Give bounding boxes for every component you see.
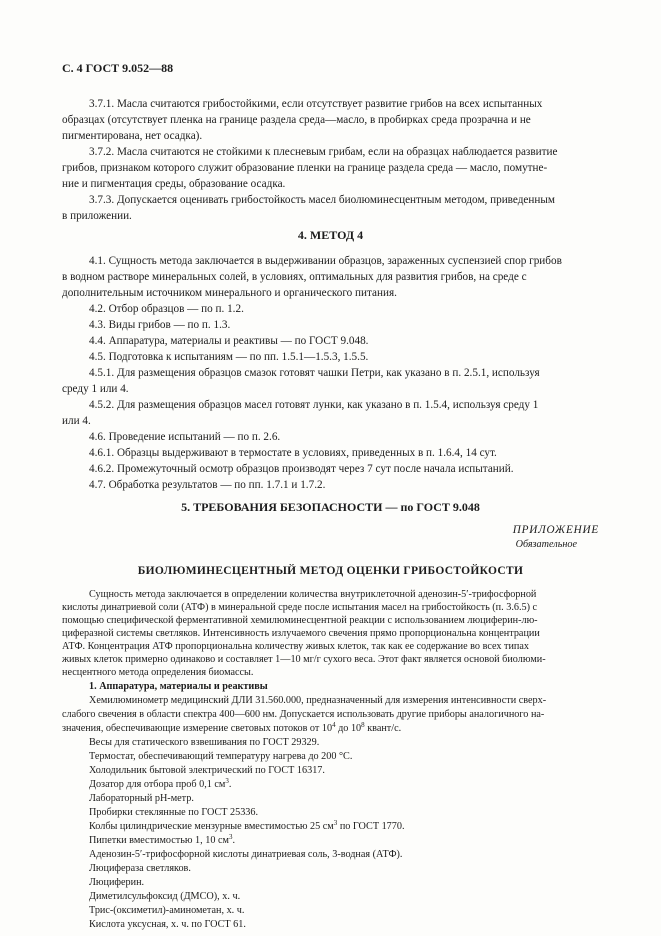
equipment-item: Холодильник бытовой электрический по ГОСТ 16317. bbox=[89, 765, 325, 776]
paragraph-line: 4.3. Виды грибов — по п. 1.3. bbox=[89, 319, 231, 331]
appendix-label: ПРИЛОЖЕНИЕ bbox=[512, 524, 599, 536]
paragraph-line: среду 1 или 4. bbox=[62, 383, 129, 395]
equipment-item: Пробирки стеклянные по ГОСТ 25336. bbox=[89, 807, 259, 818]
section-heading-safety: 5. ТРЕБОВАНИЯ БЕЗОПАСНОСТИ — по ГОСТ 9.048 bbox=[181, 500, 480, 514]
paragraph-line: или 4. bbox=[62, 415, 91, 427]
intro-line: АТФ. Концентрация АТФ пропорциональна количеству живых клеток, так как ее содержание во всех типах bbox=[62, 641, 529, 652]
paragraph-line: в приложении. bbox=[62, 210, 132, 222]
appendix-status: Обязательное bbox=[515, 539, 577, 550]
equipment-item: Диметилсульфоксид (ДМСО), х. ч. bbox=[89, 891, 241, 902]
equipment-item: Аденозин-5′-трифосфорной кислоты динатриевая соль, 3-водная (АТФ). bbox=[89, 849, 403, 860]
paragraph-line: 4.5.1. Для размещения образцов смазок готовят чашки Петри, как указано в п. 2.5.1, используя bbox=[89, 367, 540, 379]
equipment-item: Термостат, обеспечивающий температуру нагрева до 200 °С. bbox=[89, 751, 353, 762]
equipment-range-line: значения, обеспечивающие измерение световых потоков от $10^4$ до $10^8$ квант/с. bbox=[62, 721, 402, 734]
paragraph-line: образцах (отсутствует пленка на границе раздела среда—масло, в пробирках среда прозрачна и не bbox=[62, 114, 531, 126]
equipment-line: слабого свечения в области спектра 400—600 нм. Допускается использовать другие приборы аналогичного на- bbox=[62, 709, 545, 720]
intro-line: живых клеток примерно одинаково и составляет 1—10 мг/г сухого веса. Этот факт является основой биолюми- bbox=[62, 654, 546, 665]
equipment-item: Трис-(оксиметил)-аминометан, х. ч. bbox=[89, 905, 245, 916]
section-heading-method-4: 4. МЕТОД 4 bbox=[297, 228, 364, 242]
equipment-item: Люциферин. bbox=[89, 877, 145, 888]
intro-line: несцентного метода определения биомассы. bbox=[62, 667, 254, 678]
paragraph-line: 3.7.2. Масла считаются не стойкими к плесневым грибам, если на образцах наблюдается развитие bbox=[89, 146, 558, 158]
page-header: С. 4 ГОСТ 9.052—88 bbox=[62, 61, 174, 75]
paragraph-line: грибов, признаком которого служит образование пленки на границе раздела среда — масло, помутне- bbox=[62, 162, 548, 174]
paragraph-line: 4.6. Проведение испытаний — по п. 2.6. bbox=[89, 431, 281, 443]
paragraph-line: 3.7.3. Допускается оценивать грибостойкость масел биолюминесцентным методом, приведенным bbox=[89, 194, 555, 206]
paragraph-line: 4.5.2. Для размещения образцов масел готовят лунки, как указано в п. 1.5.4, используя среду 1 bbox=[89, 399, 539, 411]
paragraph-line: 4.6.1. Образцы выдерживают в термостате в условиях, приведенных в п. 1.6.4, 14 сут. bbox=[89, 447, 497, 459]
equipment-item: Лабораторный рН-метр. bbox=[89, 793, 194, 804]
paragraph-line: 4.5. Подготовка к испытаниям — по пп. 1.5.1—1.5.3, 1.5.5. bbox=[89, 351, 369, 363]
equipment-heading: 1. Аппаратура, материалы и реактивы bbox=[89, 681, 268, 692]
intro-line: циферазной системы светляков. Интенсивность излучаемого свечения прямо пропорциональна концентрации bbox=[62, 628, 540, 639]
equipment-item: Весы для статического взвешивания по ГОСТ 29329. bbox=[89, 737, 320, 748]
intro-line: помощью специфической ферментативной хемилюминесцентной реакции с использованием люциферин-лю- bbox=[62, 615, 538, 626]
intro-line: Сущность метода заключается в определении количества внутриклеточной аденозин-5′-трифосфорной bbox=[89, 589, 537, 600]
paragraph-line: дополнительным источником минерального и органического питания. bbox=[62, 287, 397, 299]
paragraph-line: 4.2. Отбор образцов — по п. 1.2. bbox=[89, 303, 244, 315]
intro-line: кислоты динатриевой соли (АТФ) в минеральной среде после испытания масел на грибостойкость (п. 3.6.5) с bbox=[62, 602, 538, 613]
equipment-item: Люцифераза светляков. bbox=[89, 863, 191, 874]
equipment-item: Колбы цилиндрические мензурные вместимостью 25 $см^3$ по ГОСТ 1770. bbox=[89, 819, 405, 832]
paragraph-line: 4.6.2. Промежуточный осмотр образцов производят через 7 сут после начала испытаний. bbox=[89, 463, 514, 475]
equipment-item: Пипетки вместимостью 1, 10 $см^3$. bbox=[89, 833, 235, 846]
equipment-item: Кислота уксусная, х. ч. по ГОСТ 61. bbox=[89, 919, 246, 930]
paragraph-line: 4.1. Сущность метода заключается в выдерживании образцов, зараженных суспензией спор грибов bbox=[89, 255, 562, 267]
paragraph-line: в водном растворе минеральных солей, в условиях, оптимальных для развития грибов, на среде с bbox=[62, 271, 527, 283]
paragraph-line: пигментирована, нет осадка). bbox=[62, 130, 203, 142]
paragraph-line: 3.7.1. Масла считаются грибостойкими, если отсутствует развитие грибов на всех испытанных bbox=[89, 98, 543, 110]
paragraph-line: 4.7. Обработка результатов — по пп. 1.7.1 и 1.7.2. bbox=[89, 479, 326, 491]
equipment-item: Дозатор для отбора проб 0,1 $см^3$. bbox=[89, 777, 232, 790]
equipment-line: Хемилюминометр медицинский ДЛИ 31.560.000, предназначенный для измерения интенсивности сверх- bbox=[89, 695, 547, 706]
appendix-title: БИОЛЮМИНЕСЦЕНТНЫЙ МЕТОД ОЦЕНКИ ГРИБОСТОЙКОСТИ bbox=[137, 565, 524, 577]
paragraph-line: 4.4. Аппаратура, материалы и реактивы — по ГОСТ 9.048. bbox=[89, 335, 369, 347]
paragraph-line: ние и пигментация среды, образование осадка. bbox=[62, 178, 286, 190]
